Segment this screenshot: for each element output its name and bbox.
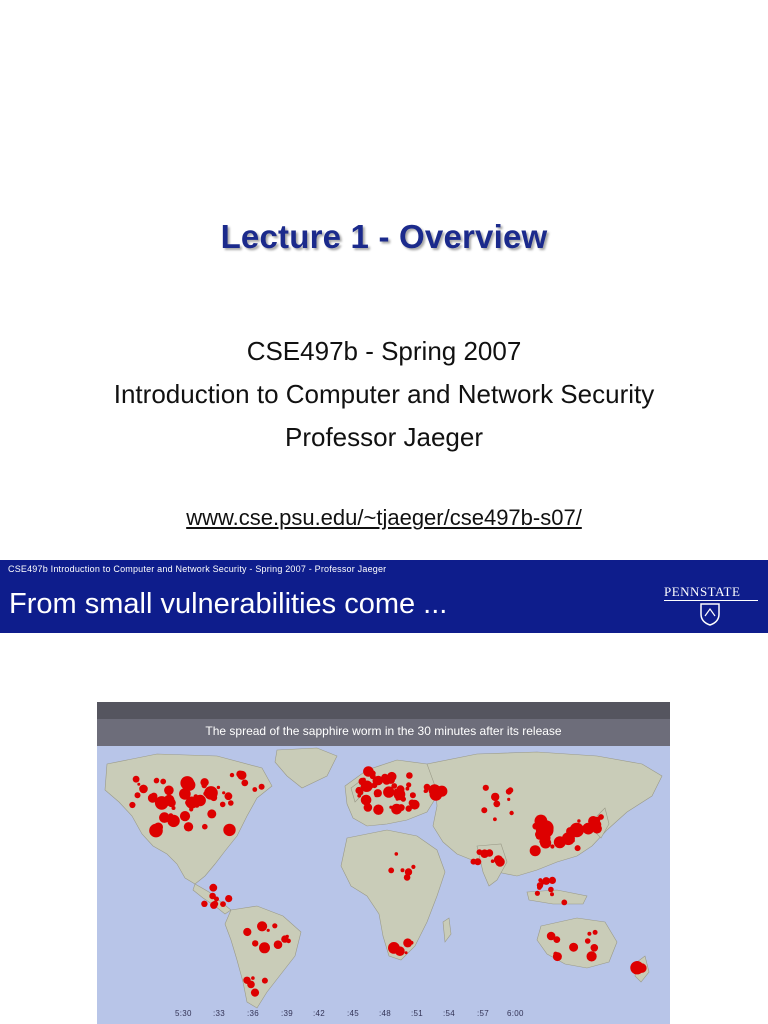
infection-dot: [491, 793, 499, 801]
infection-dot: [139, 785, 148, 794]
infection-dot: [410, 800, 420, 810]
infection-dot: [493, 801, 500, 808]
infection-dot: [247, 981, 255, 989]
infection-dot: [129, 802, 135, 808]
infection-dot: [272, 923, 277, 928]
infection-dot: [262, 978, 268, 984]
professor-name: Professor Jaeger: [285, 422, 483, 452]
infection-dot: [359, 778, 366, 785]
infection-dot: [201, 901, 207, 907]
infection-dot: [207, 809, 216, 818]
infection-dot: [391, 804, 402, 815]
infection-dot: [394, 789, 398, 793]
infection-dot: [566, 827, 574, 835]
infection-dot: [228, 800, 234, 806]
infection-dot: [230, 773, 234, 777]
logo-wordmark: PENNSTATE: [664, 584, 741, 599]
timeline-tick: :42: [313, 1009, 326, 1018]
timeline-tick: :39: [281, 1009, 294, 1018]
infection-dot: [383, 786, 394, 797]
infection-dot: [388, 868, 394, 874]
infection-dot: [405, 951, 408, 954]
infection-dot: [587, 932, 591, 936]
infection-dot: [202, 824, 208, 830]
infection-dot: [509, 811, 513, 815]
infection-dot: [575, 845, 581, 851]
infection-dot: [259, 942, 270, 953]
shield-icon: [699, 602, 721, 626]
infection-dot: [406, 782, 411, 787]
infection-dot: [202, 783, 207, 788]
infection-dot: [241, 780, 248, 787]
infection-dot: [550, 892, 554, 896]
infection-dot: [404, 874, 411, 881]
land-madagascar: [443, 918, 451, 942]
infection-dot: [436, 786, 447, 797]
infection-dot: [424, 789, 428, 793]
infection-dot: [550, 844, 554, 848]
infection-dot: [214, 897, 219, 902]
timeline-tick: :45: [347, 1009, 360, 1018]
infection-dot: [397, 788, 405, 796]
infection-dot: [486, 849, 493, 856]
infection-dot: [222, 791, 225, 794]
infection-dot: [585, 938, 591, 944]
infection-dot: [274, 940, 283, 949]
infection-dot: [355, 787, 362, 794]
infection-dot: [373, 805, 383, 815]
infection-dot: [577, 819, 580, 822]
infection-dot: [507, 798, 510, 801]
infection-dot: [396, 798, 399, 801]
infection-dot: [184, 822, 193, 831]
infection-dot: [267, 929, 270, 932]
course-code: CSE497b - Spring 2007: [246, 336, 522, 366]
infection-dot: [387, 776, 395, 784]
infection-dot: [137, 783, 140, 786]
timeline-tick: :51: [411, 1009, 424, 1018]
infection-dot: [159, 812, 170, 823]
land-africa: [341, 830, 445, 960]
infection-dot: [474, 858, 481, 865]
infection-dot: [180, 811, 190, 821]
timeline-tick: :57: [477, 1009, 490, 1018]
infection-dot: [184, 779, 196, 791]
map-top-strip: [97, 702, 670, 719]
infection-dot: [236, 771, 243, 778]
infection-dot: [135, 792, 141, 798]
infection-dot: [164, 786, 174, 796]
infection-dot: [411, 865, 415, 869]
infection-dot: [553, 936, 560, 943]
infection-dot: [210, 902, 217, 909]
infection-dot: [593, 930, 598, 935]
infection-dot: [257, 921, 267, 931]
infection-dot: [223, 824, 235, 836]
infection-dot: [569, 943, 578, 952]
infection-dot: [403, 938, 412, 947]
land-greenland: [275, 748, 337, 788]
infection-dot: [220, 901, 226, 907]
infection-dot: [172, 806, 176, 810]
infection-dot: [537, 882, 543, 888]
infection-dot: [539, 823, 554, 838]
timeline: [97, 1009, 670, 1024]
infection-dot: [375, 794, 379, 798]
infection-dot: [594, 824, 597, 827]
slide-title: From small vulnerabilities come ...: [9, 588, 448, 620]
infection-dot: [148, 793, 157, 802]
infection-dot: [591, 944, 599, 952]
course-url-link[interactable]: www.cse.psu.edu/~tjaeger/cse497b-s07/: [186, 505, 582, 530]
infection-dot: [553, 952, 562, 961]
infection-dot: [251, 989, 259, 997]
infection-dot: [281, 935, 288, 942]
infection-dot: [388, 942, 400, 954]
infection-dot: [548, 887, 554, 893]
world-map: [97, 746, 670, 1009]
infection-dot: [160, 779, 166, 785]
map-caption: The spread of the sapphire worm in the 30 minutes after its release: [205, 724, 562, 738]
infection-dot: [204, 786, 218, 800]
infection-dot: [154, 778, 159, 783]
infection-dot: [225, 792, 233, 800]
infection-dot: [252, 787, 257, 792]
infection-dot: [209, 884, 217, 892]
infection-dot: [252, 940, 258, 946]
infection-dot: [217, 786, 220, 789]
timeline-tick: 6:00: [507, 1009, 524, 1018]
infection-dot: [530, 845, 541, 856]
header-course-line: CSE497b Introduction to Computer and Network Security - Spring 2007 - Professor Jaeger: [8, 564, 387, 574]
infection-dot: [561, 900, 567, 906]
timeline-tick: 5:30: [175, 1009, 192, 1018]
infection-dot: [493, 817, 497, 821]
infection-dot: [539, 838, 546, 845]
infection-dot: [370, 773, 376, 779]
infection-dot: [164, 795, 175, 806]
infection-dot: [401, 796, 406, 801]
infection-dot: [185, 800, 191, 806]
worm-spread-map: [97, 702, 670, 1024]
infection-dot: [481, 807, 487, 813]
infection-dot: [225, 895, 232, 902]
slide-header: [0, 560, 768, 633]
timeline-tick: :33: [213, 1009, 226, 1018]
infection-dot: [549, 877, 556, 884]
pennstate-logo: [664, 578, 760, 628]
infection-dot: [596, 829, 600, 833]
infection-dot: [406, 772, 413, 779]
course-name: Introduction to Computer and Network Security: [113, 379, 655, 409]
logo-rule: [664, 600, 758, 601]
land-asia: [427, 752, 662, 876]
infection-dot: [364, 803, 373, 812]
infection-dot: [587, 951, 597, 961]
infection-dot: [156, 827, 162, 833]
lecture-title: Lecture 1 - Overview: [220, 218, 548, 255]
infection-dot: [535, 891, 540, 896]
infection-dot: [538, 878, 542, 882]
infection-dot: [630, 961, 643, 974]
infection-dot: [243, 928, 251, 936]
content-slide: [0, 560, 768, 1024]
infection-dot: [220, 802, 226, 808]
timeline-tick: :36: [247, 1009, 260, 1018]
infection-dot: [483, 785, 489, 791]
infection-dot: [251, 976, 255, 980]
infection-dot: [133, 776, 140, 783]
infection-dot: [494, 855, 503, 864]
infection-dot: [508, 787, 514, 793]
infection-dot: [401, 868, 405, 872]
infection-dot: [259, 784, 265, 790]
infection-dot: [357, 794, 361, 798]
land-australia: [537, 918, 617, 968]
infection-dot: [395, 852, 399, 856]
infection-dot: [410, 793, 414, 797]
timeline-tick: :48: [379, 1009, 392, 1018]
infection-dot: [389, 806, 392, 809]
timeline-tick: :54: [443, 1009, 456, 1018]
infection-dot: [491, 859, 495, 863]
